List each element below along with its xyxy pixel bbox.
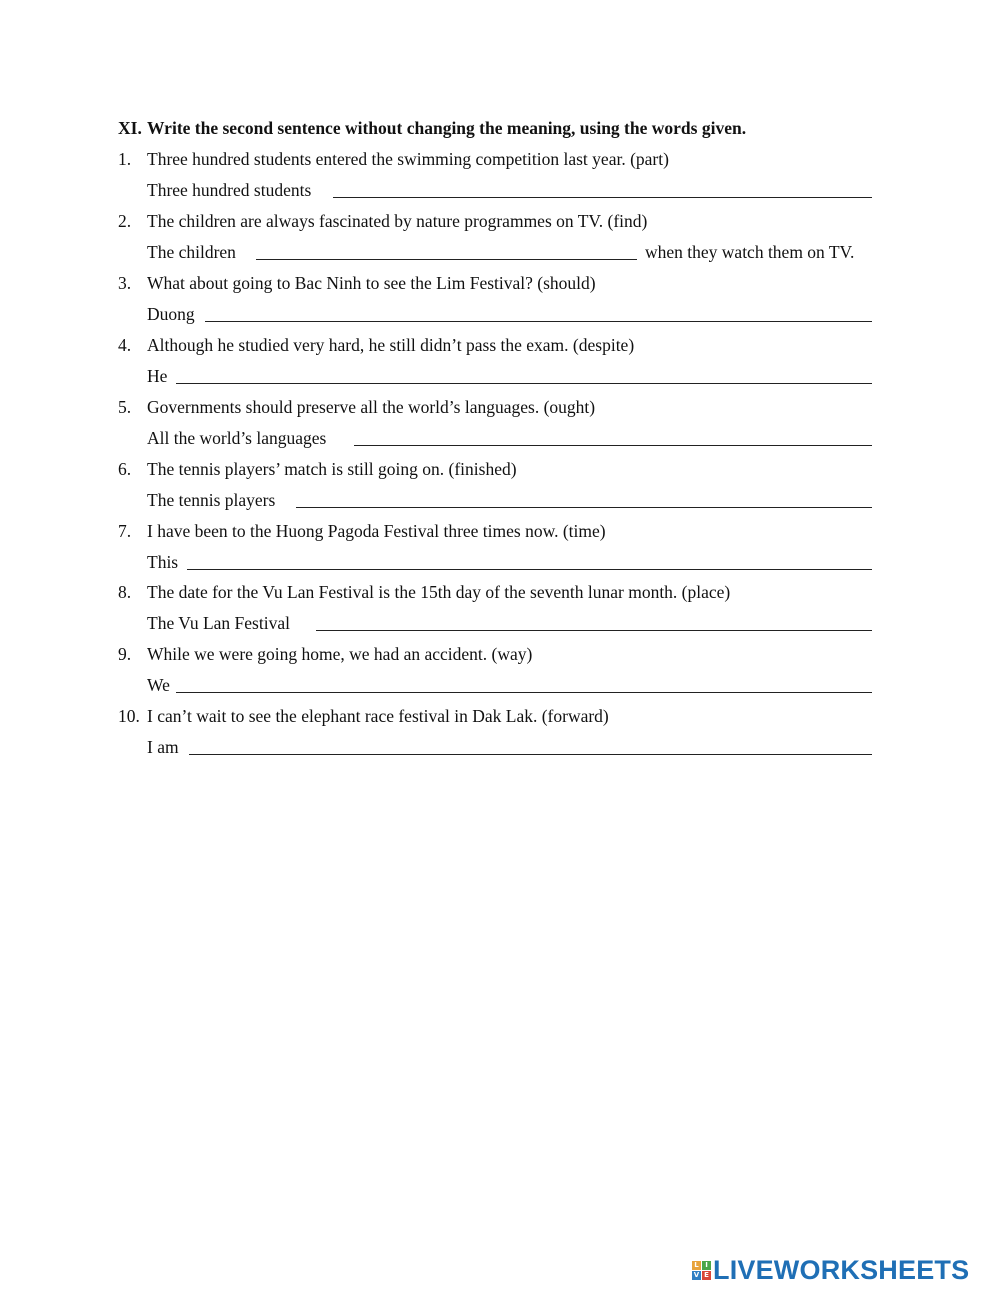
liveworksheets-logo (692, 1254, 969, 1286)
answer-input-2[interactable] (256, 241, 641, 261)
answer-input-5[interactable] (354, 427, 876, 447)
question-prompt: Three hundred students entered the swimming competition last year. (part) (147, 149, 669, 169)
question-prompt: I can’t wait to see the elephant race festival in Dak Lak. (forward) (147, 706, 609, 726)
answer-prefix: The children (147, 242, 236, 262)
question-4 (0, 330, 1000, 392)
logo-text: LIVEWORKSHEETS (713, 1255, 970, 1285)
answer-input-7[interactable] (187, 551, 876, 571)
question-prompt: The date for the Vu Lan Festival is the 15th day of the seventh lunar month. (place) (147, 582, 731, 602)
question-prompt: The children are always fascinated by nature programmes on TV. (find) (147, 211, 648, 231)
question-prompt: What about going to Bac Ninh to see the Lim Festival? (should) (147, 273, 596, 293)
answer-input-4[interactable] (176, 365, 876, 385)
section-instruction: Write the second sentence without changing the meaning, using the words given. (147, 118, 747, 138)
answer-prefix: Duong (147, 304, 195, 324)
question-2 (0, 206, 1000, 268)
question-number: 7. (118, 521, 132, 541)
answer-prefix: Three hundred students (147, 180, 312, 200)
logo-mark-letter: E (702, 1271, 711, 1280)
question-6 (0, 454, 1000, 516)
question-prompt: Governments should preserve all the world’s languages. (ought) (147, 397, 596, 417)
question-number: 5. (118, 397, 132, 417)
answer-prefix: We (147, 675, 170, 695)
question-number: 3. (118, 273, 132, 293)
question-7 (0, 516, 1000, 578)
question-number: 9. (118, 644, 132, 664)
answer-prefix: This (147, 552, 179, 572)
question-number: 2. (118, 211, 132, 231)
section-heading (118, 118, 746, 139)
question-3 (0, 268, 1000, 330)
question-number: 4. (118, 335, 132, 355)
question-number: 1. (118, 149, 132, 169)
question-prompt: The tennis players’ match is still going on. (finished) (147, 459, 517, 479)
question-10 (0, 701, 1000, 763)
logo-mark-letter: V (693, 1270, 700, 1279)
section-number: XI. (118, 118, 142, 138)
question-prompt: Although he studied very hard, he still didn’t pass the exam. (despite) (147, 335, 635, 355)
answer-input-1[interactable] (333, 179, 876, 199)
question-5 (0, 392, 1000, 454)
question-8 (0, 577, 1000, 639)
question-9 (0, 639, 1000, 701)
answer-prefix: All the world’s languages (147, 428, 327, 448)
question-number: 8. (118, 582, 132, 602)
question-prompt: While we were going home, we had an accident. (way) (147, 644, 533, 664)
logo-mark-letter: I (702, 1261, 711, 1270)
logo-mark-letter: L (692, 1261, 701, 1270)
answer-prefix: I am (147, 737, 179, 757)
answer-prefix: He (147, 366, 168, 386)
answer-input-3[interactable] (205, 303, 876, 323)
question-number: 10. (118, 706, 140, 726)
answer-input-10[interactable] (189, 736, 876, 756)
question-prompt: I have been to the Huong Pagoda Festival three times now. (time) (147, 521, 606, 541)
answer-prefix: The Vu Lan Festival (147, 613, 290, 633)
answer-input-6[interactable] (296, 489, 876, 509)
answer-suffix: when they watch them on TV. (645, 242, 855, 262)
answer-input-8[interactable] (316, 612, 876, 632)
question-number: 6. (118, 459, 132, 479)
logo-mark-icon (692, 1261, 711, 1280)
answer-input-9[interactable] (176, 674, 876, 694)
answer-prefix: The tennis players (147, 490, 276, 510)
question-1 (0, 144, 1000, 206)
